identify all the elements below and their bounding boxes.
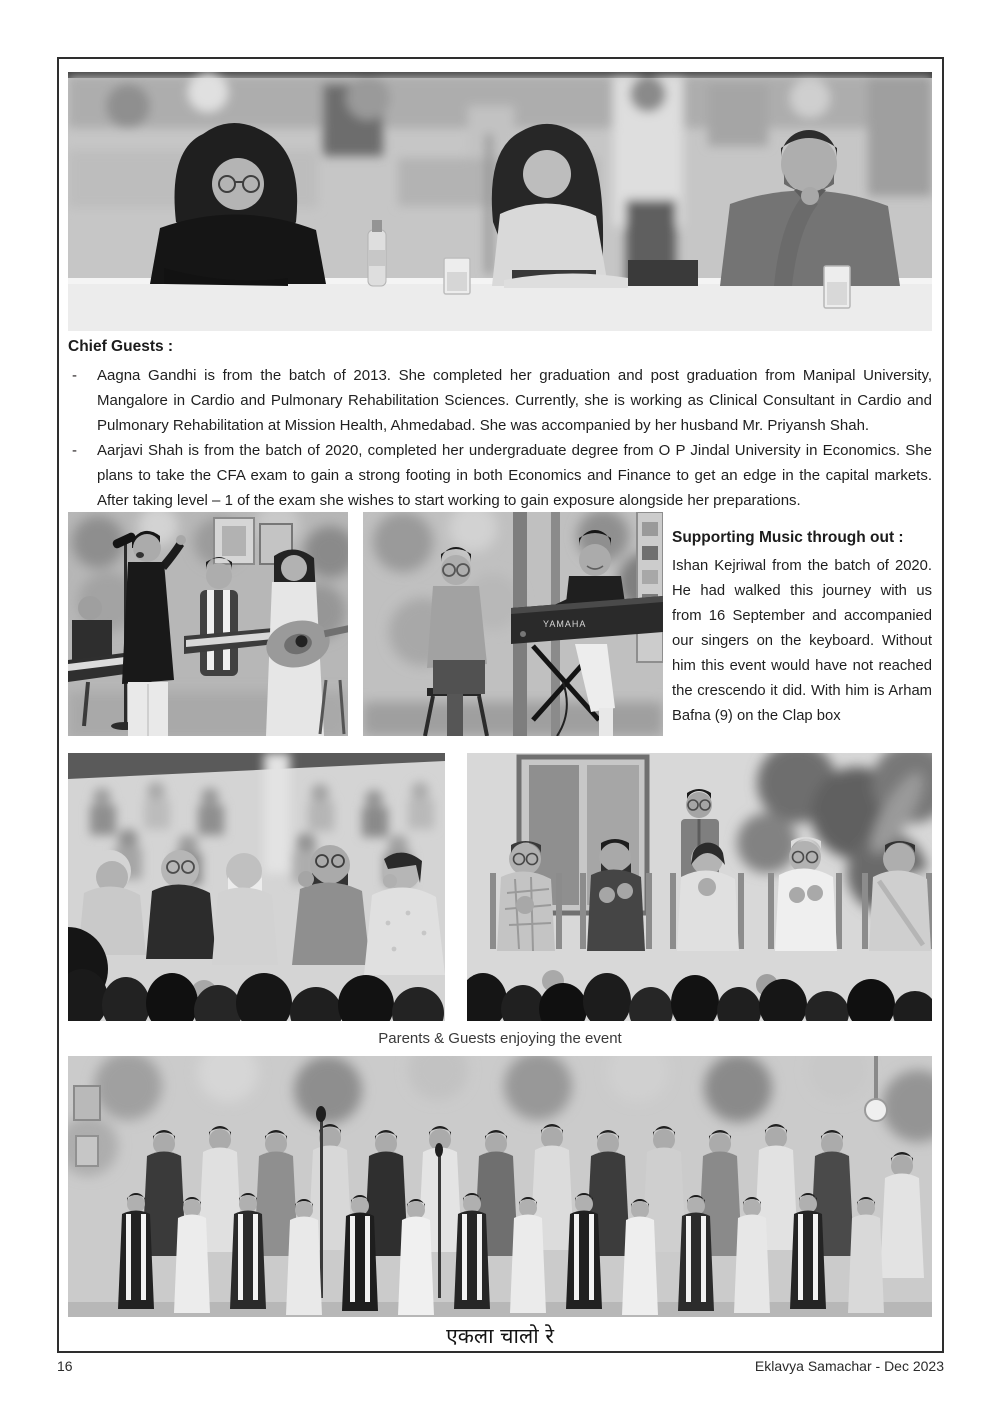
photo-audience-right-image: [467, 753, 932, 1021]
keyboard-brand-label: YAMAHA: [543, 619, 587, 629]
photo-singers: [68, 512, 348, 736]
table-cloth: [68, 284, 932, 331]
page-footer: [57, 1358, 944, 1374]
photo-audience-left-image: [68, 753, 445, 1021]
photo-singers-image: [68, 512, 348, 736]
white-trouser-leg: [599, 708, 613, 736]
water-glass-left: [444, 258, 470, 294]
chief-guest-text-aagna: Aagna Gandhi is from the batch of 2013. She completed her graduation and post graduation from Manipal University, Mangalore in Cardio and Pulmonary Rehabilitation Sciences. Currently, she is working as Clinical Consultant in Cardio and Pulmonary Rehabilitation at Mission Health, Ahmedabad. She was accompanied by her husband Mr. Priyansh Shah.: [97, 367, 932, 434]
supporting-music-section: [672, 528, 932, 729]
photo-chief-guests: [68, 72, 932, 331]
photo-choir: [68, 1056, 932, 1317]
chief-guest-text-aarjavi: Aarjavi Shah is from the batch of 2020, completed her undergraduate degree from O P Jindal University in Economics. She plans to take the CFA exam to gain a strong footing in both Economics and Finance to get an edge in the capital markets. After taking level – 1 of the exam she wishes to start working to gain exposure alongside her preparations.: [97, 442, 932, 509]
publication-name: Eklavya Samachar - Dec 2023: [754, 1358, 944, 1374]
choir-caption: एकला चालो रे: [446, 1324, 554, 1348]
audience-caption: Parents & Guests enjoying the event: [378, 1030, 622, 1047]
photo-choir-image: [68, 1056, 932, 1317]
table-equipment: [628, 260, 698, 286]
supporting-music-body: Ishan Kejriwal from the batch of 2020. He had walked this journey with us from 16 September and accompanied our singers on the keyboard. Without him this event would have not reached the crescendo it did. With him is Arham Bafna (9) on the Clap box: [672, 558, 932, 724]
photo-audience-right: [467, 753, 932, 1021]
tapestry-strip: [637, 512, 663, 662]
chief-guest-item: [68, 438, 932, 513]
bullet-dash: -: [72, 442, 77, 459]
chief-guest-item: [68, 363, 932, 438]
water-glass-right: [824, 266, 850, 308]
supporting-music-heading: Supporting Music through out :: [672, 529, 904, 546]
photo-keyboardist-image: [363, 512, 663, 736]
chief-guests-heading: Chief Guests :: [68, 338, 174, 355]
photo-keyboardist: [363, 512, 663, 736]
bullet-dash: -: [72, 367, 77, 384]
photo-chief-guests-image: [68, 72, 932, 331]
photo-audience-left: [68, 753, 445, 1021]
page-number: 16: [57, 1358, 73, 1374]
chief-guests-section: [68, 337, 932, 513]
